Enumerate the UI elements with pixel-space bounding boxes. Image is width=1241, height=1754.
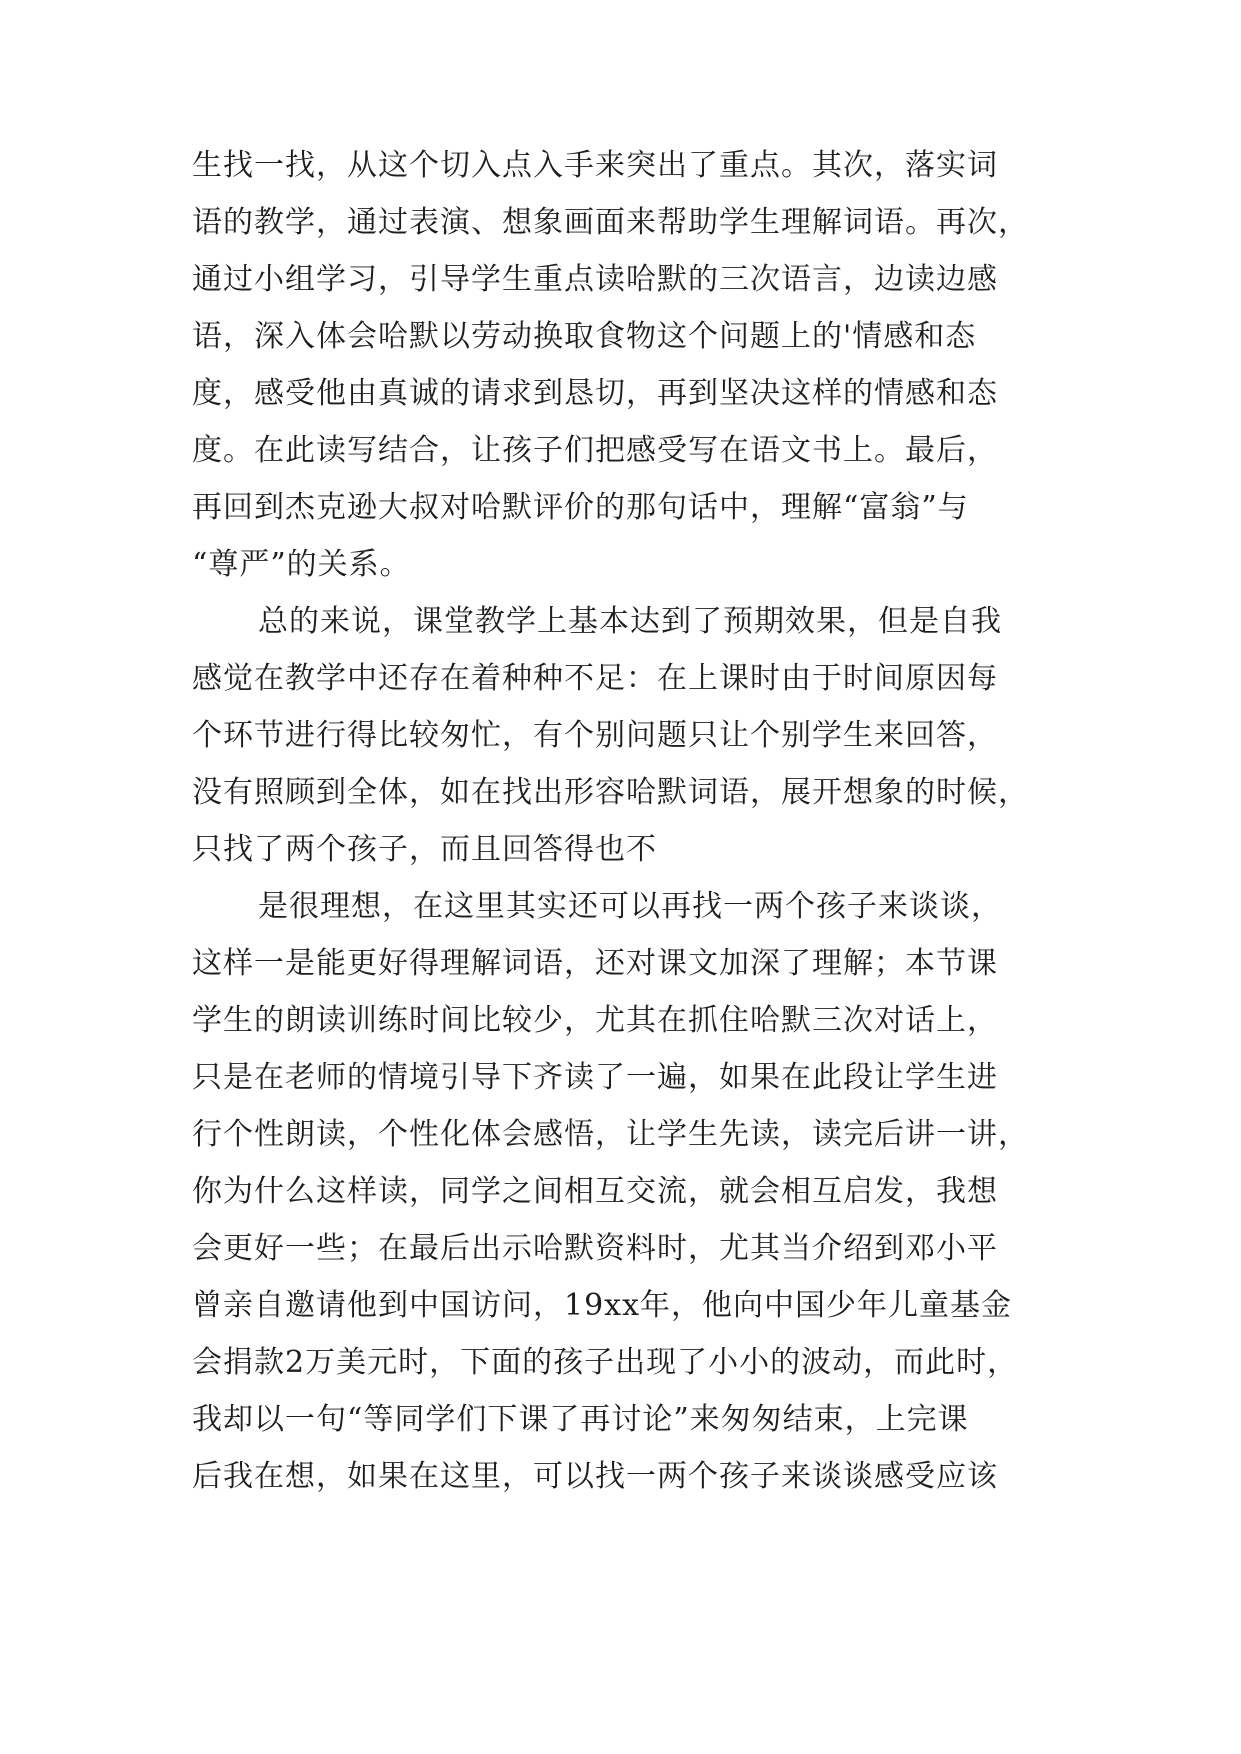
text-line: 只找了两个孩子，而且回答得也不 (192, 832, 657, 867)
text-line: 语的教学，通过表演、想象画面来帮助学生理解词语。再次， (192, 205, 1029, 240)
text-line: 曾亲自邀请他到中国访问，19xx年，他向中国少年儿童基金 (192, 1288, 1013, 1323)
text-line: 这样一是能更好得理解词语，还对课文加深了理解；本节课 (192, 946, 998, 981)
text-line: 个环节进行得比较匆忙，有个别问题只让个别学生来回答， (192, 718, 998, 753)
text-line: 再回到杰克逊大叔对哈默评价的那句话中，理解“富翁”与 (192, 490, 969, 525)
text-line: 度。在此读写结合，让孩子们把感受写在语文书上。最后， (192, 433, 998, 468)
text-line: 感觉在教学中还存在着种种不足：在上课时由于时间原因每 (192, 661, 998, 696)
text-line: 后我在想，如果在这里，可以找一两个孩子来谈谈感受应该 (192, 1459, 998, 1494)
text-line: 语，深入体会哈默以劳动换取食物这个问题上的'情感和态 (192, 319, 977, 354)
text-line: 会捐款2万美元时，下面的孩子出现了小小的波动，而此时， (192, 1345, 1019, 1380)
text-line: 只是在老师的情境引导下齐读了一遍，如果在此段让学生进 (192, 1060, 998, 1095)
paragraph-first-line: 总的来说，课堂教学上基本达到了预期效果，但是自我 (258, 604, 1002, 639)
text-line: 你为什么这样读，同学之间相互交流，就会相互启发，我想 (192, 1174, 998, 1209)
text-line: 行个性朗读，个性化体会感悟，让学生先读，读完后讲一讲， (192, 1117, 1029, 1152)
paragraph-first-line: 是很理想，在这里其实还可以再找一两个孩子来谈谈， (258, 889, 1002, 924)
text-line: 学生的朗读训练时间比较少，尤其在抓住哈默三次对话上， (192, 1003, 998, 1038)
text-line: 我却以一句“等同学们下课了再讨论”来匆匆结束，上完课 (192, 1402, 969, 1437)
text-line: 会更好一些；在最后出示哈默资料时，尤其当介绍到邓小平 (192, 1231, 998, 1266)
text-line: 度，感受他由真诚的请求到恳切，再到坚决这样的情感和态 (192, 376, 998, 411)
text-line: 生找一找，从这个切入点入手来突出了重点。其次，落实词 (192, 148, 998, 183)
text-line: 通过小组学习，引导学生重点读哈默的三次语言，边读边感 (192, 262, 998, 297)
text-line: 没有照顾到全体，如在找出形容哈默词语，展开想象的时候， (192, 775, 1029, 810)
text-line: “尊严”的关系。 (192, 547, 411, 582)
